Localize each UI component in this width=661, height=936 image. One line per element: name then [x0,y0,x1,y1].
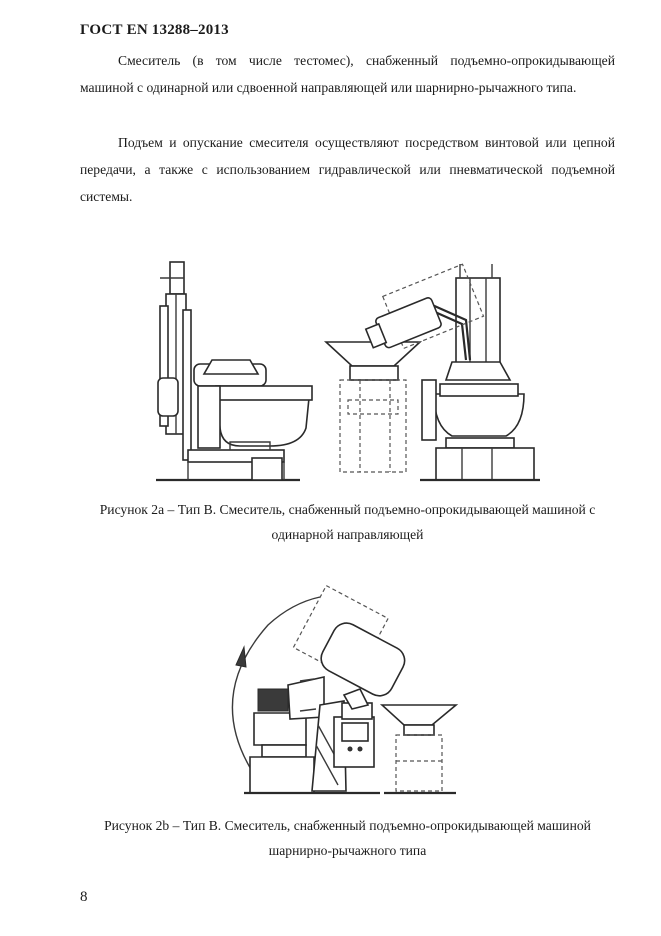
document-header: ГОСТ EN 13288–2013 [80,22,229,38]
mixer-bowl-left [188,360,312,480]
articulated-lift-machine [244,586,420,793]
page-number: 8 [80,889,88,905]
hopper [326,342,420,472]
figure-2b-drawing [0,585,661,805]
figure-2b-caption: Рисунок 2b – Тип B. Смеситель, снабженный подъемно-опрокидывающей машиной шарнирно-рычажного типа [104,818,591,858]
hopper-right [382,705,456,793]
figure-2a-caption: Рисунок 2a – Тип B. Смеситель, снабженный подъемно-опрокидывающей машиной с одинарной направляющей [99,502,596,542]
paragraph-lifting-system: Подъем и опускание смесителя осуществляют посредством винтовой или цепной передачи, а также с использованием гидравлической или пневматической подъемной системы. [80,135,615,204]
paragraph-mixer-types: Смеситель (в том числе тестомес), снабженный подъемно-опрокидывающей машиной с одинарной или сдвоенной направляющей или шарнирно-рычажного типа. [80,53,615,95]
figure-2a-drawing [0,250,661,490]
